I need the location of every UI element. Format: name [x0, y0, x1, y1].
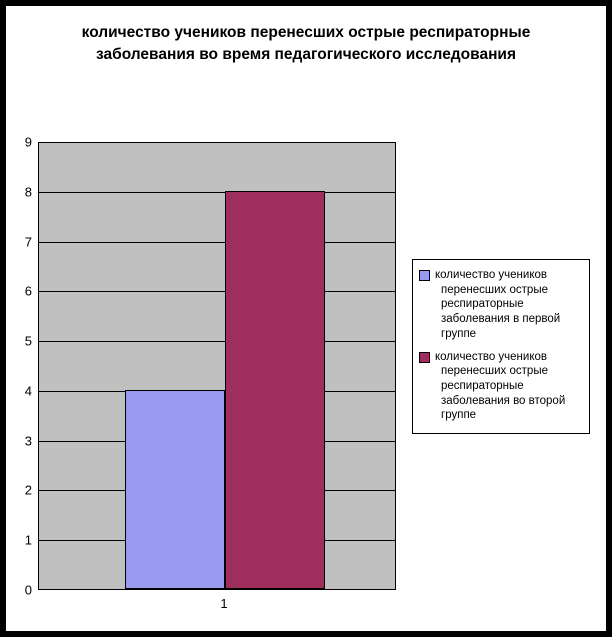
gridline [39, 142, 395, 143]
bar-series-1 [125, 390, 225, 589]
gridline [39, 192, 395, 193]
x-axis-tick-label: 1 [220, 596, 228, 611]
chart-legend [412, 259, 590, 434]
y-axis-tick-label: 5 [24, 333, 32, 349]
chart-title: количество учеников перенесших острые респираторные заболевания во время педагогического исследования [81, 24, 531, 64]
y-axis-tick-label: 6 [24, 283, 32, 299]
y-axis-tick-label: 8 [24, 184, 32, 200]
gridline [39, 242, 395, 243]
legend-label: количество учеников перенесших острые респираторные заболевания во второй группе [435, 350, 566, 422]
y-axis-tick-label: 1 [24, 532, 32, 548]
gridline [39, 291, 395, 292]
bar-series-2 [225, 191, 325, 589]
plot-area [38, 142, 396, 590]
y-axis-tick-label: 0 [24, 582, 32, 598]
legend-entry [419, 350, 583, 424]
gridline [39, 341, 395, 342]
y-axis-tick-label: 4 [24, 383, 32, 399]
y-axis-tick-label: 2 [24, 482, 32, 498]
y-axis-labels [6, 134, 32, 598]
y-axis-tick-label: 9 [24, 134, 32, 150]
y-axis-tick-label: 3 [24, 433, 32, 449]
x-axis-labels [38, 596, 396, 616]
y-axis-tick-label: 7 [24, 234, 32, 250]
legend-swatch-icon [419, 270, 430, 281]
legend-entry [419, 268, 583, 342]
legend-swatch-icon [419, 352, 430, 363]
legend-label: количество учеников перенесших острые респираторные заболевания в первой группе [435, 269, 561, 340]
